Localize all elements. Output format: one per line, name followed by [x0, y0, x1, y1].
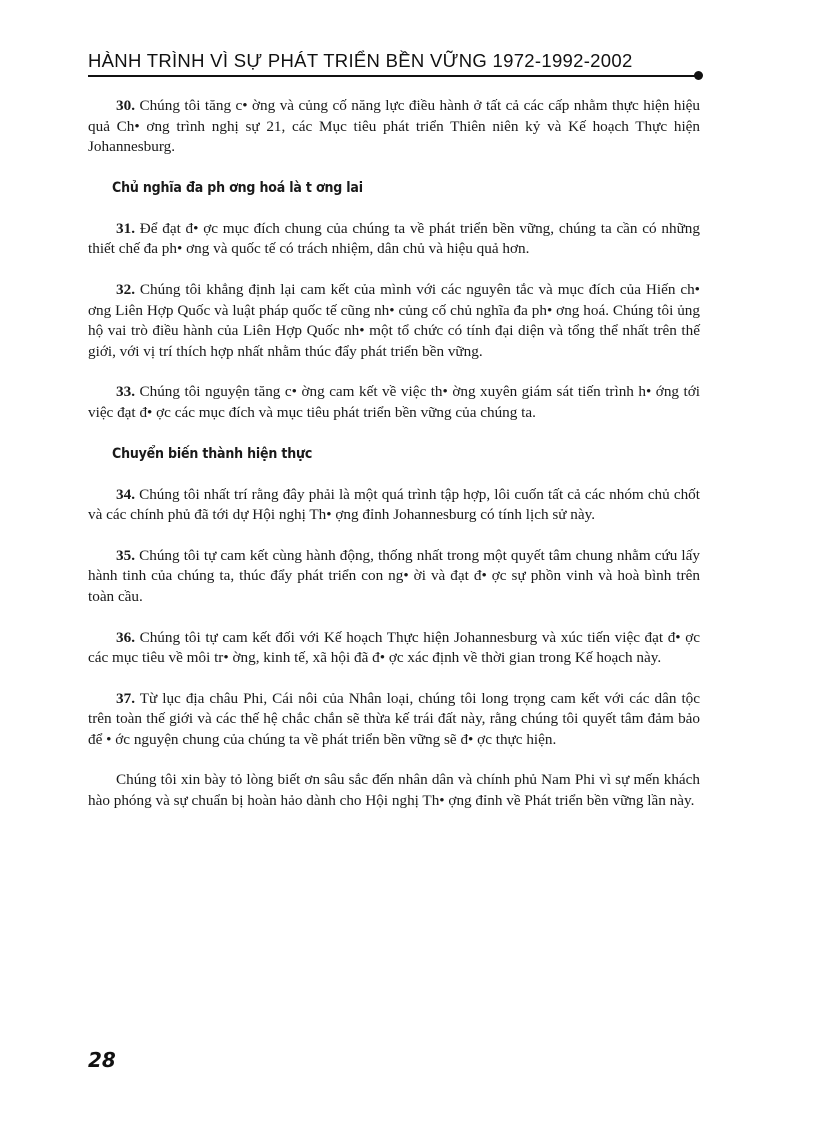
paragraph-text: Chúng tôi khẳng định lại cam kết của mình với các nguyên tắc và mục đích của Hiến ch• ơng Liên Hợp Quốc và luật pháp quốc tế cũng nh• củng cố chủ nghĩa đa ph• ơng hoá. Chúng tôi ủng hộ vai trò điều hành của Liên Hợp Quốc nh• một tổ chức có tính đại diện và tổng thể nhất trên thế giới, với vị trí thích hợp nhất nhằm thúc đẩy phát triển bền vững.	[88, 280, 700, 360]
paragraph-number: 34.	[116, 485, 135, 503]
paragraph-36	[88, 628, 700, 669]
paragraph-text: Chúng tôi tự cam kết cùng hành động, thống nhất trong một quyết tâm chung nhằm cứu lấy hành tinh của chúng ta, thúc đẩy phát triển con ng• ời và đạt đ• ợc sự phồn vinh và hoà bình trên toàn cầu.	[88, 546, 700, 605]
paragraph-35	[88, 546, 700, 608]
header-rule	[88, 75, 700, 77]
paragraph-31	[88, 219, 700, 260]
paragraph-text: Để đạt đ• ợc mục đích chung của chúng ta về phát triển bền vững, chúng ta cần có những thiết chế đa ph• ơng và quốc tế có trách nhiệm, dân chủ và hiệu quả hơn.	[88, 219, 700, 258]
paragraph-number: 32.	[116, 280, 135, 298]
paragraph-number: 31.	[116, 219, 135, 237]
paragraph-30	[88, 96, 700, 158]
paragraph-37	[88, 689, 700, 751]
section-heading-implementation: Chuyển biến thành hiện thực	[112, 445, 313, 462]
paragraph-number: 36.	[116, 628, 135, 646]
paragraph-text: Chúng tôi tự cam kết đối với Kế hoạch Thực hiện Johannesburg và xúc tiến việc đạt đ• ợc các mục tiêu về môi tr• ờng, kinh tế, xã hội đã đ• ợc xác định về thời gian trong Kế hoạch này.	[88, 628, 700, 667]
paragraph-text: Chúng tôi tăng c• ờng và củng cố năng lực điều hành ở tất cả các cấp nhằm thực hiện hiệu quả Ch• ơng trình nghị sự 21, các Mục tiêu phát triển Thiên niên kỷ và Kế hoạch Thực hiện Johannesburg.	[88, 97, 700, 156]
page-body	[88, 96, 700, 832]
page-number: 28	[88, 1048, 116, 1072]
closing-paragraph	[88, 770, 700, 811]
paragraph-text: Chúng tôi nguyện tăng c• ờng cam kết về việc th• ờng xuyên giám sát tiến trình h• ớng tới việc đạt đ• ợc các mục đích và mục tiêu phát triển bền vững của chúng ta.	[88, 383, 700, 421]
paragraph-number: 33.	[116, 383, 135, 401]
paragraph-number: 37.	[116, 689, 135, 707]
paragraph-34	[88, 485, 700, 526]
paragraph-text: Chúng tôi nhất trí rằng đây phải là một quá trình tập hợp, lôi cuốn tất cả các nhóm chủ chốt và các chính phủ đã tới dự Hội nghị Th• ợng đỉnh Johannesburg có tính lịch sử này.	[88, 485, 700, 524]
paragraph-text: Từ lục địa châu Phi, Cái nôi của Nhân loại, chúng tôi long trọng cam kết với các dân tộc trên toàn thế giới và các thế hệ chắc chắn sẽ thừa kế trái đất này, rằng chúng tôi quyết tâm đảm bảo để • ớc nguyện chung của chúng ta về phát triển bền vững sẽ đ• ợc thực hiện.	[88, 689, 700, 748]
paragraph-32	[88, 280, 700, 362]
paragraph-33	[88, 382, 700, 423]
paragraph-number: 30.	[116, 97, 135, 114]
section-heading-multilateralism: Chủ nghĩa đa ph ơng hoá là t ơng lai	[112, 179, 363, 196]
header-title: HÀNH TRÌNH VÌ SỰ PHÁT TRIỂN BỀN VỮNG 1972-1992-2002	[88, 50, 633, 71]
paragraph-text: Chúng tôi xin bày tỏ lòng biết ơn sâu sắc đến nhân dân và chính phủ Nam Phi vì sự mến khách hào phóng và sự chuẩn bị hoàn hảo dành cho Hội nghị Th• ợng đỉnh về Phát triển bền vững lần này.	[88, 771, 700, 810]
running-header	[88, 50, 708, 72]
paragraph-number: 35.	[116, 546, 135, 564]
header-rule-end-dot	[694, 71, 703, 80]
